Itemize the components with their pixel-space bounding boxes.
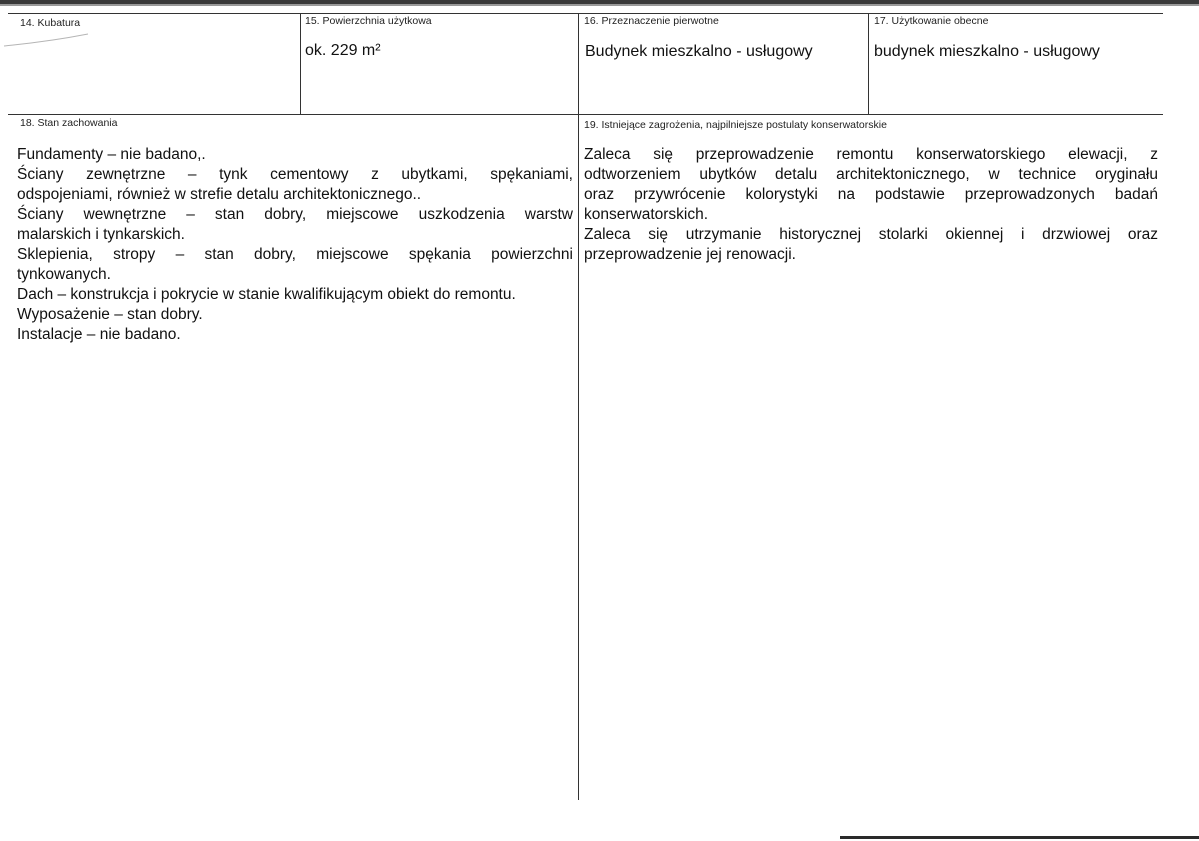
stan-line: malarskich i tynkarskich. [17,226,185,243]
field-16-label: 16. Przeznaczenie pierwotne [584,15,719,27]
stan-line: Wyposażenie – stan dobry. [17,306,203,323]
grid-divider-main [578,13,579,800]
zagrozenia-line: oraz przywrócenie kolorystyki na podstawie przeprowadzonych badań [584,186,1158,203]
field-14-label: 14. Kubatura [20,17,81,29]
scan-top-edge-shadow [0,4,1199,6]
field-19-label: 19. Istniejące zagrożenia, najpilniejsze postulaty konserwatorskie [584,119,887,131]
grid-top-line [8,13,1163,14]
zagrozenia-line: Zaleca się utrzymanie historycznej stolarki okiennej i drzwiowej oraz [584,226,1158,243]
field-19-text [584,145,1158,265]
zagrozenia-line: odtworzeniem ubytków detalu architektonicznego, w technice oryginału [584,166,1158,183]
stan-line: odspojeniami, również w strefie detalu architektonicznego.. [17,186,422,203]
stan-line: tynkowanych. [17,266,111,283]
stan-line: Fundamenty – nie badano,. [17,146,206,163]
field-17-label: 17. Użytkowanie obecne [874,15,989,27]
pen-mark-scribble [2,32,92,52]
field-17-value: budynek mieszkalno - usługowy [874,43,1100,60]
grid-divider-14-15 [300,13,301,115]
zagrozenia-line: Zaleca się przeprowadzenie remontu konserwatorskiego elewacji, z [584,146,1158,163]
zagrozenia-line: konserwatorskich. [584,206,709,223]
stan-line: Ściany wewnętrzne – stan dobry, miejscowe uszkodzenia warstw [17,206,573,223]
field-15-label: 15. Powierzchnia użytkowa [305,15,432,27]
field-18-text [17,145,573,345]
stan-line: Sklepienia, stropy – stan dobry, miejscowe spękania powierzchni [17,246,573,263]
zagrozenia-line: przeprowadzenie jej renowacji. [584,246,796,263]
stan-line: Instalacje – nie badano. [17,326,181,343]
field-16-value: Budynek mieszkalno - usługowy [585,43,813,60]
field-18-label: 18. Stan zachowania [20,117,118,129]
stan-line: Ściany zewnętrzne – tynk cementowy z ubytkami, spękaniami, [17,166,573,183]
scan-bottom-edge [840,836,1199,839]
grid-middle-line [8,114,1163,115]
field-15-value: ok. 229 m² [305,42,381,59]
grid-divider-16-17 [868,13,869,115]
stan-line: Dach – konstrukcja i pokrycie w stanie kwalifikującym obiekt do remontu. [17,286,516,303]
